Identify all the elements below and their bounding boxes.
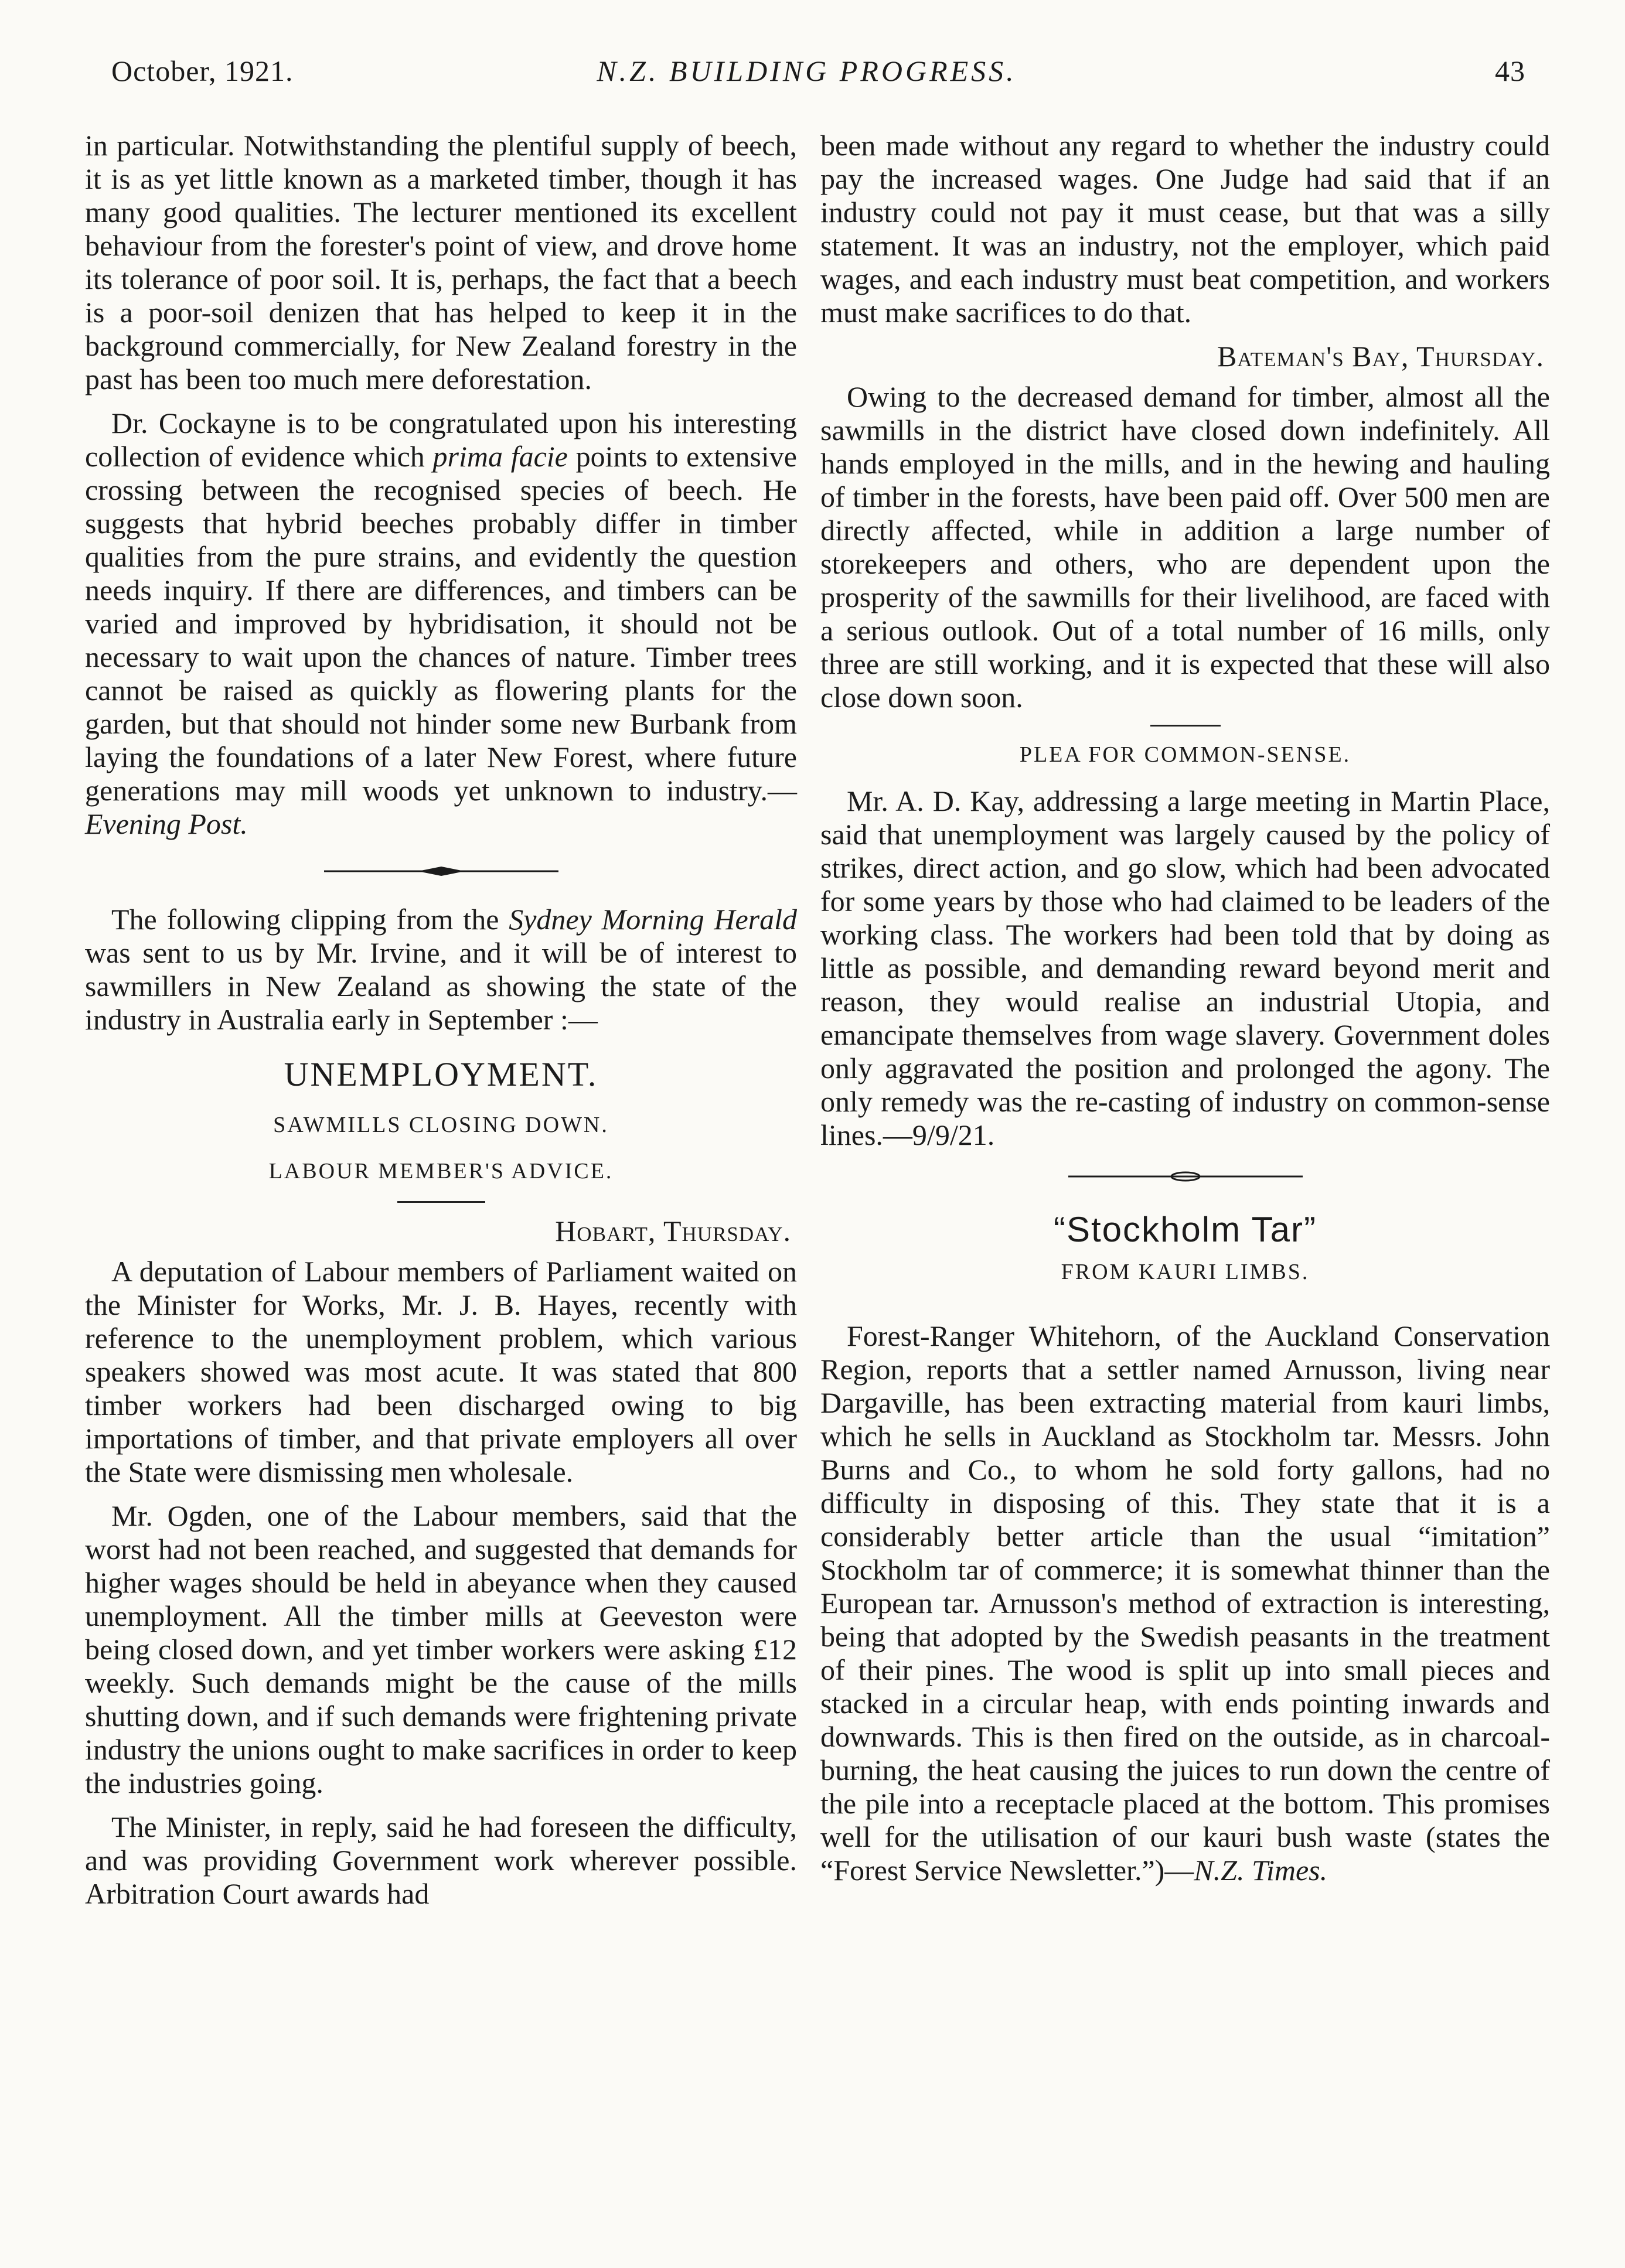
arbitration-paragraph: been made without any regard to whether the industry could pay the increased wages. One Judge had said that if an industry could not pay it must cease, but that was a silly statement. It was an industry, not the employer, which paid wages, and each industry must beat competition, and workers must make sacrifices to do that. — [820, 129, 1550, 329]
deputation-paragraph: A deputation of Labour members of Parliament waited on the Minister for Works, Mr. J. B. Hayes, recently with reference to the unemployment problem, which various speakers showed was most acute. It was stated that 800 timber workers had been discharged owing to big importations of timber, and that private employers all over the State were dismissing men wholesale. — [85, 1255, 797, 1488]
batemans-bay-dateline: Bateman's Bay, Thursday. — [1217, 340, 1544, 373]
sawmills-subheading: SAWMILLS CLOSING DOWN. — [273, 1113, 609, 1137]
cockayne-text-rest: points to extensive crossing between the recognised species of beech. He suggests that hybrid beeches probably differ in timber qualities from the pure strains, and evidently the question needs inquiry. If there are differences, and timbers can be varied and improved by hybridisation, it should not be necessary to wait upon the chances of nature. Timber trees cannot be raised as quickly as flowering plants for the garden, but that should not hinder some new Burbank from laying the foundations of a later New Forest, where future generations may mill woods yet unknown to industry.— — [85, 440, 797, 807]
plea-rule — [1150, 725, 1221, 727]
kauri-subheading: FROM KAURI LIMBS. — [1061, 1260, 1310, 1284]
sydney-herald-title: Sydney Morning Herald — [509, 903, 798, 936]
clipping-intro-text: The following clipping from the — [111, 903, 499, 936]
cockayne-text: Dr. Cockayne is to be congratulated upon his interesting collection of evidence which — [85, 407, 797, 473]
section-divider-ornament — [324, 864, 558, 878]
sawmills-closed-paragraph: Owing to the decreased demand for timber, almost all the sawmills in the district have closed down indefinitely. All hands employed in the mills, and in the hewing and hauling of timber in the forests, have been paid off. Over 500 men are directly affected, while in addition a large number of storekeepers and others, who are dependent upon the prosperity of the sawmills for their livelihood, are faced with a serious outlook. Out of a total number of 16 mills, only three are still working, and it is expected that these will also close down soon. — [820, 380, 1550, 714]
stockholm-tar-heading: “Stockholm Tar” — [1053, 1210, 1317, 1249]
ogden-paragraph: Mr. Ogden, one of the Labour members, said that the worst had not been reached, and suggested that demands for higher wages should be held in abeyance when they caused unemployment. All the timber mills at Geeveston were being closed down, and yet timber workers were asking £12 weekly. Such demands might be the cause of the mills shutting down, and if such demands were frightening private industry the unions ought to make sacrifices in order to keep the industries going. — [85, 1499, 797, 1799]
publication-title: N.Z. BUILDING PROGRESS. — [597, 54, 1017, 87]
plea-subheading: PLEA FOR COMMON-SENSE. — [1019, 742, 1351, 767]
right-column — [820, 129, 1550, 1898]
beech-paragraph: in particular. Notwithstanding the plentiful supply of beech, it is as yet little known as a marketed timber, though it has many good qualities. The lecturer mentioned its excellent behaviour from the forester's point of view, and drove home its tolerance of poor soil. It is, perhaps, the fact that a beech is a poor-soil denizen that has helped to keep it in the background commercially, for New Zealand forestry in the past has been too much mere deforestation. — [85, 129, 797, 395]
whitehorn-paragraph — [820, 1319, 1550, 1887]
section-divider-ornament — [1068, 1169, 1303, 1184]
heading-rule — [397, 1201, 485, 1203]
whitehorn-text: Forest-Ranger Whitehorn, of the Auckland Conservation Region, reports that a settler named Arnusson, living near Dargaville, has been extracting material from kauri limbs, which he sells in Auckland as Stockholm tar. Messrs. John Burns and Co., to whom he sold forty gallons, had no difficulty in disposing of this. They state that it is a considerably better article than the usual “imitation” Stockholm tar of commerce; it is somewhat thinner than the European tar. Arnusson's method of extraction is interesting, being that adopted by the Swedish peasants in the treatment of their pines. The wood is split up into small pieces and stacked in a circular heap, with ends pointing inwards and downwards. This is then fired on the outside, as in charcoal-burning, the heat causing the juices to run down the centre of the pile into a receptacle placed at the bottom. This promises well for the utilisation of our kauri bush waste (states the “Forest Service Newsletter.”)— — [820, 1319, 1550, 1887]
nz-times-source: N.Z. Times. — [1194, 1854, 1328, 1887]
minister-paragraph: The Minister, in reply, said he had foreseen the difficulty, and was providing Government work wherever possible. Arbitration Court awards had — [85, 1810, 797, 1910]
labour-subheading: LABOUR MEMBER'S ADVICE. — [268, 1159, 614, 1184]
prima-facie-text: prima facie — [432, 440, 568, 473]
evening-post-source: Evening Post. — [85, 807, 248, 840]
clipping-intro-rest: was sent to us by Mr. Irvine, and it will be of interest to sawmillers in New Zealand as showing the state of the industry in Australia early in September :— — [85, 936, 797, 1036]
clipping-intro-paragraph — [85, 903, 797, 1036]
cockayne-paragraph — [85, 407, 797, 841]
kay-paragraph: Mr. A. D. Kay, addressing a large meeting in Martin Place, said that unemployment was largely caused by the policy of strikes, direct action, and go slow, which had been advocated for some years by those who had claimed to be leaders of the working class. The workers had been told that by doing as little as possible, and demanding reward beyond merit and reason, they would realise an industrial Utopia, and emancipate themselves from wage slavery. Government doles only aggravated the position and prolonged the agony. The only remedy was the re-casting of industry on common-sense lines.—9/9/21. — [820, 785, 1550, 1151]
page-header — [88, 54, 1525, 101]
hobart-dateline: Hobart, Thursday. — [555, 1215, 791, 1247]
issue-date: October, 1921. — [111, 54, 294, 87]
left-column — [85, 129, 797, 1921]
unemployment-heading: UNEMPLOYMENT. — [284, 1055, 598, 1093]
page-number: 43 — [1495, 54, 1525, 87]
